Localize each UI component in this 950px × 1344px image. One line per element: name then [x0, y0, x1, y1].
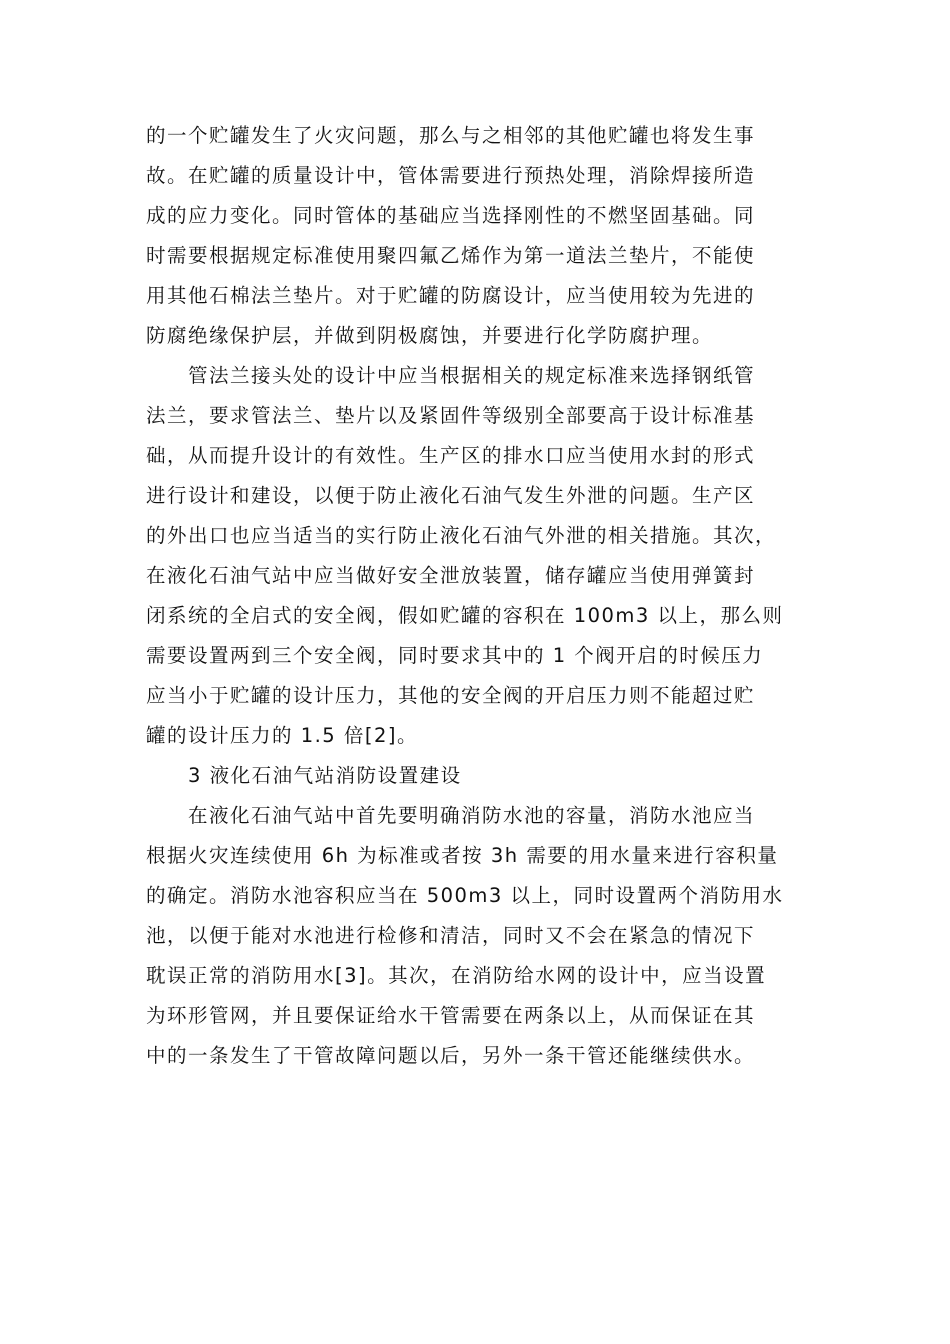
- text-line: 进行设计和建设，以便于防止液化石油气发生外泄的问题。生产区: [146, 484, 756, 507]
- text-line: 的一个贮罐发生了火灾问题，那么与之相邻的其他贮罐也将发生事: [146, 124, 756, 147]
- text-line: 时需要根据规定标准使用聚四氟乙烯作为第一道法兰垫片，不能使: [146, 244, 756, 267]
- text-line: 应当小于贮罐的设计压力，其他的安全阀的开启压力则不能超过贮: [146, 684, 756, 707]
- text-line: 耽误正常的消防用水[3]。其次，在消防给水网的设计中，应当设置: [146, 964, 767, 987]
- text-line: 根据火灾连续使用 6h 为标准或者按 3h 需要的用水量来进行容积量: [146, 844, 779, 867]
- text-line: 在液化石油气站中首先要明确消防水池的容量，消防水池应当: [188, 804, 756, 827]
- text-line: 法兰，要求管法兰、垫片以及紧固件等级别全部要高于设计标准基: [146, 404, 756, 427]
- text-line: 础，从而提升设计的有效性。生产区的排水口应当使用水封的形式: [146, 444, 756, 467]
- text-line: 的外出口也应当适当的实行防止液化石油气外泄的相关措施。其次，: [146, 524, 777, 547]
- text-line: 需要设置两到三个安全阀，同时要求其中的 1 个阀开启的时候压力: [146, 644, 764, 667]
- text-line: 罐的设计压力的 1.5 倍[2]。: [146, 724, 419, 747]
- text-line: 的确定。消防水池容积应当在 500m3 以上，同时设置两个消防用水: [146, 884, 784, 907]
- text-line: 池，以便于能对水池进行检修和清洁，同时又不会在紧急的情况下: [146, 924, 756, 947]
- text-line: 中的一条发生了干管故障问题以后，另外一条干管还能继续供水。: [146, 1044, 756, 1067]
- paragraph-fire-water: [146, 796, 816, 1076]
- text-line: 用其他石棉法兰垫片。对于贮罐的防腐设计，应当使用较为先进的: [146, 284, 756, 307]
- text-line: 闭系统的全启式的安全阀，假如贮罐的容积在 100m3 以上，那么则: [146, 604, 784, 627]
- text-line: 防腐绝缘保护层，并做到阴极腐蚀，并要进行化学防腐护理。: [146, 324, 714, 347]
- text-line: 为环形管网，并且要保证给水干管需要在两条以上，从而保证在其: [146, 1004, 756, 1027]
- section-heading: 3 液化石油气站消防设置建设: [188, 764, 462, 787]
- paragraph-flange-design: [146, 356, 816, 756]
- document-body: [146, 116, 816, 1076]
- text-line: 在液化石油气站中应当做好安全泄放装置，储存罐应当使用弹簧封: [146, 564, 756, 587]
- text-line: 故。在贮罐的质量设计中，管体需要进行预热处理，消除焊接所造: [146, 164, 756, 187]
- paragraph-tank-safety: [146, 116, 816, 356]
- text-line: 管法兰接头处的设计中应当根据相关的规定标准来选择钢纸管: [188, 364, 756, 387]
- text-line: 成的应力变化。同时管体的基础应当选择刚性的不燃坚固基础。同: [146, 204, 756, 227]
